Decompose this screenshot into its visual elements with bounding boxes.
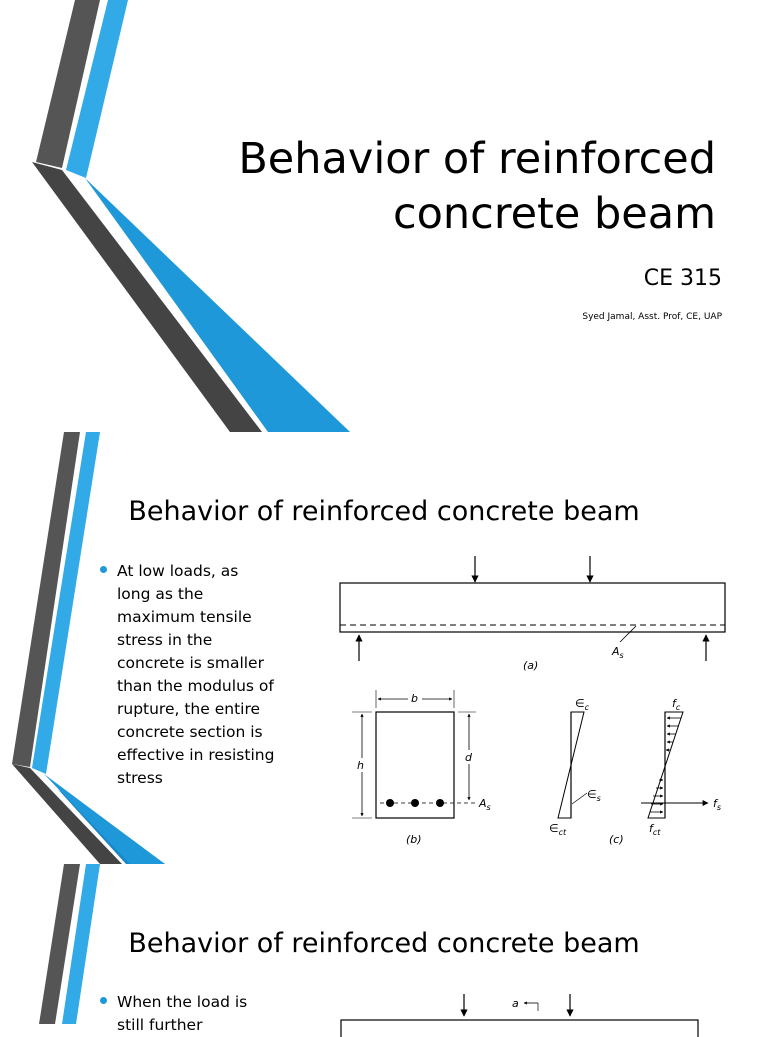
width-label: b xyxy=(411,692,418,705)
stress-diagram xyxy=(641,697,721,837)
rebar xyxy=(386,799,394,807)
strain-diagram xyxy=(549,697,624,846)
as-label: $A_s$ xyxy=(479,797,491,812)
bullet-line-2: still further xyxy=(117,1016,203,1034)
beam-diagram-partial xyxy=(0,864,768,1024)
beam-elevation xyxy=(340,556,725,672)
beam-cross-section xyxy=(352,690,491,846)
title-slide xyxy=(0,0,768,432)
slide-title: Behavior of reinforced concrete beam xyxy=(128,928,640,959)
strain-ect-label: $\in_{ct}$ xyxy=(549,822,567,837)
title-line-1: Behavior of reinforced xyxy=(238,134,716,184)
course-code: CE 315 xyxy=(643,266,722,291)
as-leader-line xyxy=(620,626,636,642)
author-line: Syed Jamal, Asst. Prof, CE, UAP xyxy=(582,312,722,322)
depth-label: d xyxy=(465,751,472,764)
stress-fc-label: $f_c$ xyxy=(672,697,681,712)
stress-fs-label: $f_s$ xyxy=(713,797,722,812)
figure-label-b: (b) xyxy=(406,833,422,846)
content-slide-2 xyxy=(0,864,768,1034)
strain-profile xyxy=(558,712,584,818)
stress-fct-label: $f_{ct}$ xyxy=(649,822,661,837)
rebar xyxy=(411,799,419,807)
shear-span-label: a xyxy=(512,997,519,1010)
es-leader-line xyxy=(572,793,587,804)
as-label: $A_s$ xyxy=(612,645,624,660)
presentation-title xyxy=(196,132,716,242)
figure-label-c: (c) xyxy=(609,833,624,846)
title-line-2: concrete beam xyxy=(392,189,716,239)
stress-profile xyxy=(648,712,683,818)
strain-ec-label: $\in_c$ xyxy=(575,697,589,712)
bullet-item: At low loads, as long as the maximum tensile stress in the concrete is smaller than the modulus of rupture, the entire concrete section is effective in resisting stress xyxy=(100,560,275,790)
rebar xyxy=(436,799,444,807)
figure-label-a: (a) xyxy=(523,659,539,672)
slide-title: Behavior of reinforced concrete beam xyxy=(128,496,640,527)
beam-diagram xyxy=(0,432,768,864)
content-slide-1 xyxy=(0,432,768,864)
beam-outline xyxy=(341,1020,698,1037)
bullet-line-1: When the load is xyxy=(117,993,248,1011)
height-label: h xyxy=(357,759,364,772)
strain-es-label: $\in_s$ xyxy=(587,788,601,803)
